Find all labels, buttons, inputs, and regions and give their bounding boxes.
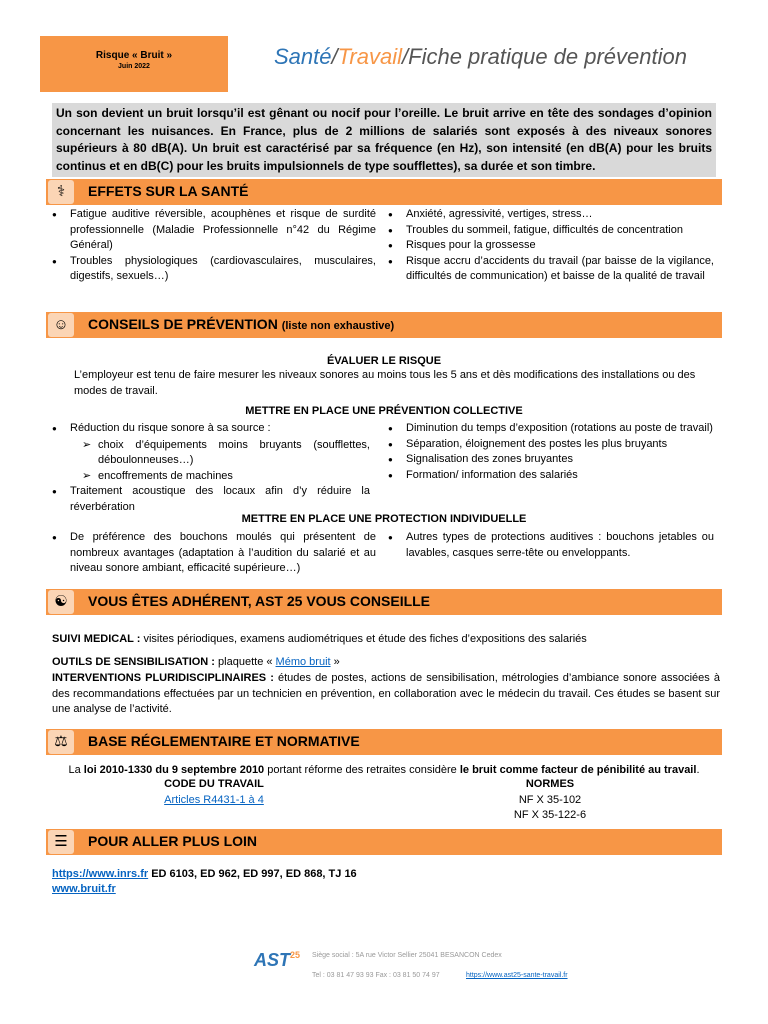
interv-line — [52, 671, 720, 718]
evaluer-text: L’employeur est tenu de faire mesurer les niveaux sonores au moins tous les 5 ans et dès modifications des installations ou des modes de travail. — [74, 369, 696, 397]
list-item: ● De préférence des bouchons moulés qui présentent de nombreux avantages (adaptation à l’audition du salarié et au niveau sonore ambiant, efficacité supérieure…) — [52, 530, 376, 577]
loi-mid: portant réforme des retraites considère — [267, 764, 457, 776]
title-travail: Travail — [337, 44, 403, 69]
intro-paragraph: Un son devient un bruit lorsqu’il est gênant ou nocif pour l’oreille. Le bruit arrive en tête des sondages d’opinion concernant les nuisances. En France, plus de 2 millions de salariés sont exposés à des niveaux sonores supérieurs à 80 dB(A). Un bruit est caractérisé par sa fréquence (en Hz), son intensité (en dB(A) pour les bruits continus et en dB(C) pour les bruits impulsionnels de type soufflettes), sa durée et son timbre. — [52, 103, 716, 177]
section-loin-title: POUR ALLER PLUS LOIN — [88, 833, 258, 849]
section-conseils-title — [88, 316, 394, 332]
logo-text: AST — [254, 950, 290, 970]
list-item: ● Troubles physiologiques (cardiovasculaires, musculaires, digestifs, sexuels…) — [52, 254, 376, 285]
outils-text: plaquette « — [218, 656, 273, 668]
bruit-link[interactable]: www.bruit.fr — [52, 883, 116, 895]
title-sep-2: / — [402, 44, 409, 69]
sub-list-item: ➢ choix d’équipements moins bruyants (soufflettes, déboulonneuses…) — [82, 438, 370, 469]
page-title — [274, 44, 687, 70]
people-icon: ☺ — [48, 313, 74, 337]
collective-sub-list — [82, 438, 370, 485]
outils-line — [52, 655, 720, 671]
footer-address: Siège social : 5A rue Victor Sellier 25041 BESANCON Cedex — [312, 952, 502, 959]
norme-item: NF X 35-102 — [518, 794, 582, 806]
effets-left-list — [52, 207, 376, 285]
stethoscope-icon: ⚕ — [48, 180, 74, 204]
conseils-title-text: CONSEILS DE PRÉVENTION — [88, 316, 278, 332]
section-loin — [46, 829, 722, 855]
collective-heading: METTRE EN PLACE UNE PRÉVENTION COLLECTIVE — [245, 405, 523, 417]
ast25-logo — [254, 950, 302, 980]
logo-number: 25 — [290, 950, 301, 960]
books-icon: ☰ — [48, 830, 74, 854]
list-item: ● Anxiété, agressivité, vertiges, stress… — [388, 207, 714, 223]
interv-text: études de postes, actions de sensibilisation, métrologies d’ambiance sonore associées à des recommandations effectuées par un technicien en prévention, en collaboration avec le médecin du travail. Ces études se basent sur une analyse de l’activité. — [52, 672, 720, 715]
suivi-line — [52, 632, 720, 648]
list-item: ● Signalisation des zones bruyantes — [388, 452, 714, 468]
loi-end: . — [696, 764, 700, 776]
list-item: ● Risque accru d’accidents du travail (par baisse de la vigilance, difficultés de communication) et baisse de la qualité de travail — [388, 254, 714, 285]
outils-label: OUTILS DE SENSIBILISATION : — [52, 656, 215, 668]
list-item: ● Diminution du temps d’exposition (rotations au poste de travail) — [388, 421, 714, 437]
effets-right-list — [388, 207, 714, 285]
memo-bruit-link[interactable]: Mémo bruit — [275, 656, 331, 668]
interv-label: INTERVENTIONS PLURIDISCIPLINAIRES : — [52, 672, 274, 684]
title-fiche: Fiche pratique de prévention — [408, 44, 687, 69]
scales-icon: ⚖ — [48, 730, 74, 754]
individuelle-left-list — [52, 530, 376, 577]
conseils-title-note: (liste non exhaustive) — [281, 320, 395, 332]
list-item: ● Traitement acoustique des locaux afin d’y réduire la réverbération — [52, 484, 370, 515]
footer-phone: Tel : 03 81 47 93 93 Fax : 03 81 50 74 97 — [312, 972, 440, 979]
section-adherent — [46, 589, 722, 615]
loi-bold-2: le bruit comme facteur de pénibilité au travail — [459, 764, 697, 776]
normes-heading: NORMES — [525, 778, 575, 790]
person-icon: ☯ — [48, 590, 74, 614]
sub-list-item: ➢ encoffrements de machines — [82, 469, 370, 485]
collective-left-1: Réduction du risque sonore à sa source : — [70, 422, 271, 434]
footer-website-link[interactable]: https://www.ast25-sante-travail.fr — [466, 972, 568, 979]
inrs-refs: ED 6103, ED 962, ED 997, ED 868, TJ 16 — [151, 868, 357, 880]
section-effets — [46, 179, 722, 205]
section-conseils — [46, 312, 722, 338]
suivi-label: SUIVI MEDICAL : — [52, 633, 141, 645]
code-heading: CODE DU TRAVAIL — [164, 778, 264, 790]
list-item: ● Fatigue auditive réversible, acouphènes et risque de surdité professionnelle (Maladie Professionnelle n°42 du Régime Général) — [52, 207, 376, 254]
norme-item: NF X 35-122-6 — [513, 809, 587, 821]
title-sep-1: / — [331, 44, 338, 69]
list-item — [52, 421, 370, 484]
list-item: ● Formation/ information des salariés — [388, 468, 714, 484]
list-item: ● Troubles du sommeil, fatigue, difficultés de concentration — [388, 223, 714, 239]
risk-tag — [40, 36, 228, 92]
suivi-text: visites périodiques, examens audiométriques et étude des fiches d’expositions des salariés — [143, 633, 587, 645]
risk-tag-date: Juin 2022 — [118, 63, 150, 70]
loi-bold: loi 2010-1330 du 9 septembre 2010 — [83, 764, 265, 776]
collective-left-list — [52, 421, 370, 515]
list-item: ● Séparation, éloignement des postes les plus bruyants — [388, 437, 714, 453]
section-base-title: BASE RÉGLEMENTAIRE ET NORMATIVE — [88, 733, 360, 749]
section-effets-title: EFFETS SUR LA SANTÉ — [88, 183, 249, 199]
code-articles-link[interactable]: Articles R4431-1 à 4 — [164, 794, 264, 806]
loi-pre: La — [68, 764, 81, 776]
outils-end: » — [333, 656, 340, 668]
collective-right-list — [388, 421, 714, 483]
list-item: ● Risques pour la grossesse — [388, 238, 714, 254]
section-adherent-title: VOUS ÊTES ADHÉRENT, AST 25 VOUS CONSEILLE — [88, 593, 431, 609]
section-base — [46, 729, 722, 755]
risk-tag-title: Risque « Bruit » — [95, 50, 173, 61]
title-sante: Santé — [274, 44, 332, 69]
inrs-line — [52, 867, 720, 883]
individuelle-right-list — [388, 530, 714, 561]
list-item: ● Autres types de protections auditives : bouchons jetables ou lavables, casques serre-tête ou enveloppants. — [388, 530, 714, 561]
individuelle-heading: METTRE EN PLACE UNE PROTECTION INDIVIDUELLE — [241, 513, 527, 525]
evaluer-heading: ÉVALUER LE RISQUE — [326, 355, 442, 367]
inrs-link[interactable]: https://www.inrs.fr — [52, 868, 149, 880]
